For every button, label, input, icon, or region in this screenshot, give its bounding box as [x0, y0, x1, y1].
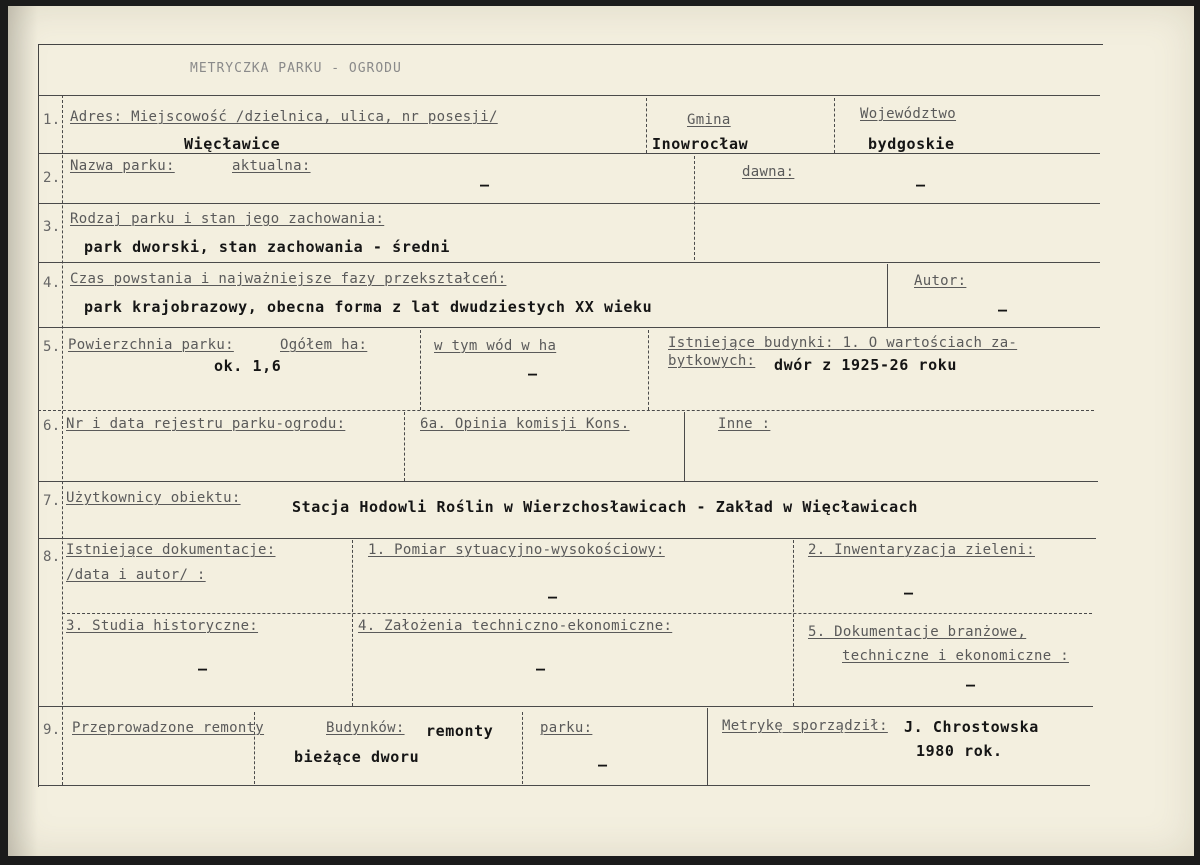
- row-divider: [38, 262, 1100, 263]
- voivodeship-label: Województwo: [860, 106, 957, 122]
- area-label: Powierzchnia parku:: [68, 337, 234, 353]
- documentation-label-cont: /data i autor/ :: [66, 567, 206, 583]
- row-number: 8.: [43, 549, 61, 565]
- col-divider: [420, 330, 421, 410]
- row-number-margin: [62, 95, 63, 785]
- row-number: 4.: [43, 275, 61, 291]
- technical-assumptions-label: 4. Założenia techniczno-ekonomiczne:: [358, 618, 673, 634]
- origin-label: Czas powstania i najważniejsze fazy przekształceń:: [70, 271, 507, 287]
- buildings-repairs-value-cont: bieżące dworu: [294, 748, 420, 766]
- current-name-value: –: [480, 176, 490, 194]
- origin-value: park krajobrazowy, obecna forma z lat dwudziestych XX wieku: [84, 298, 653, 316]
- author-label: Autor:: [914, 273, 967, 289]
- branch-docs-label-cont: techniczne i ekonomiczne :: [842, 648, 1069, 664]
- historical-studies-value: –: [198, 660, 208, 678]
- row-number: 6.: [43, 418, 61, 434]
- repairs-label: Przeprowadzone remonty: [72, 720, 265, 736]
- row-divider: [38, 785, 1090, 786]
- row-number: 2.: [43, 170, 61, 186]
- col-divider: [887, 264, 888, 327]
- park-repairs-value: –: [598, 756, 608, 774]
- buildings-value: dwór z 1925-26 roku: [774, 356, 957, 374]
- col-divider: [684, 412, 685, 481]
- users-value: Stacja Hodowli Roślin w Wierzchosławicach - Zakład w Więcławicach: [292, 498, 918, 516]
- greenery-inventory-value: –: [904, 584, 914, 602]
- row-number: 3.: [43, 219, 61, 235]
- row-divider: [38, 203, 1100, 204]
- col-divider: [648, 330, 649, 410]
- col-divider: [522, 712, 523, 784]
- compiled-by-value: J. Chrostowska: [904, 718, 1039, 736]
- col-divider: [352, 540, 353, 706]
- buildings-repairs-value: remonty: [426, 722, 494, 740]
- col-divider: [834, 98, 835, 153]
- users-label: Użytkownicy obiektu:: [66, 490, 241, 506]
- branch-docs-value: –: [966, 676, 976, 694]
- greenery-inventory-label: 2. Inwentaryzacja zieleni:: [808, 542, 1035, 558]
- col-divider: [793, 540, 794, 706]
- row-divider: [38, 538, 1096, 539]
- row-number: 1.: [43, 112, 61, 128]
- address-value: Więcławice: [184, 135, 281, 153]
- register-label: Nr i data rejestru parku-ogrodu:: [66, 416, 346, 432]
- row-number: 7.: [43, 493, 61, 509]
- row-divider: [38, 153, 1100, 154]
- row-number: 9.: [43, 722, 61, 738]
- col-divider: [404, 412, 405, 481]
- park-type-value: park dworski, stan zachowania - średni: [84, 238, 450, 256]
- commission-opinion-label: 6a. Opinia komisji Kons.: [420, 416, 630, 432]
- total-area-label: Ogółem ha:: [280, 337, 368, 353]
- total-area-value: ok. 1,6: [214, 357, 282, 375]
- buildings-label: Istniejące budynki: 1. O wartościach za-: [668, 335, 1018, 351]
- park-repairs-label: parku:: [540, 720, 593, 736]
- park-type-label: Rodzaj parku i stan jego zachowania:: [70, 211, 385, 227]
- former-name-label: dawna:: [742, 164, 795, 180]
- compiled-year-value: 1980 rok.: [916, 742, 1003, 760]
- former-name-value: –: [916, 176, 926, 194]
- survey-value: –: [548, 588, 558, 606]
- gmina-label: Gmina: [687, 112, 731, 128]
- col-divider: [694, 156, 695, 260]
- voivodeship-value: bydgoskie: [868, 135, 955, 153]
- documentation-label: Istniejące dokumentacje:: [66, 542, 276, 558]
- address-label: Adres: Miejscowość /dzielnica, ulica, nr posesji/: [70, 109, 498, 125]
- compiled-by-label: Metrykę sporządził:: [722, 718, 888, 734]
- park-name-label: Nazwa parku:: [70, 158, 175, 174]
- row-divider: [62, 613, 1092, 614]
- row-divider: [38, 327, 1100, 328]
- technical-assumptions-value: –: [536, 660, 546, 678]
- gmina-value: Inowrocław: [652, 135, 749, 153]
- row-divider: [38, 410, 1094, 411]
- current-name-label: aktualna:: [232, 158, 311, 174]
- water-area-label: w tym wód w ha: [434, 338, 557, 354]
- scan-edge-shadow: [8, 6, 38, 856]
- row-divider: [38, 95, 1100, 96]
- buildings-label-cont: bytkowych:: [668, 353, 756, 369]
- form-title: METRYCZKA PARKU - OGRODU: [190, 61, 402, 76]
- col-divider: [646, 98, 647, 153]
- row-divider: [38, 706, 1093, 707]
- water-area-value: –: [528, 365, 538, 383]
- other-label: Inne :: [718, 416, 771, 432]
- row-number: 5.: [43, 339, 61, 355]
- buildings-repairs-label: Budynków:: [326, 720, 405, 736]
- row-divider: [38, 481, 1098, 482]
- col-divider: [707, 708, 708, 785]
- survey-label: 1. Pomiar sytuacyjno-wysokościowy:: [368, 542, 665, 558]
- author-value: –: [998, 301, 1008, 319]
- branch-docs-label: 5. Dokumentacje branżowe,: [808, 624, 1027, 640]
- historical-studies-label: 3. Studia historyczne:: [66, 618, 259, 634]
